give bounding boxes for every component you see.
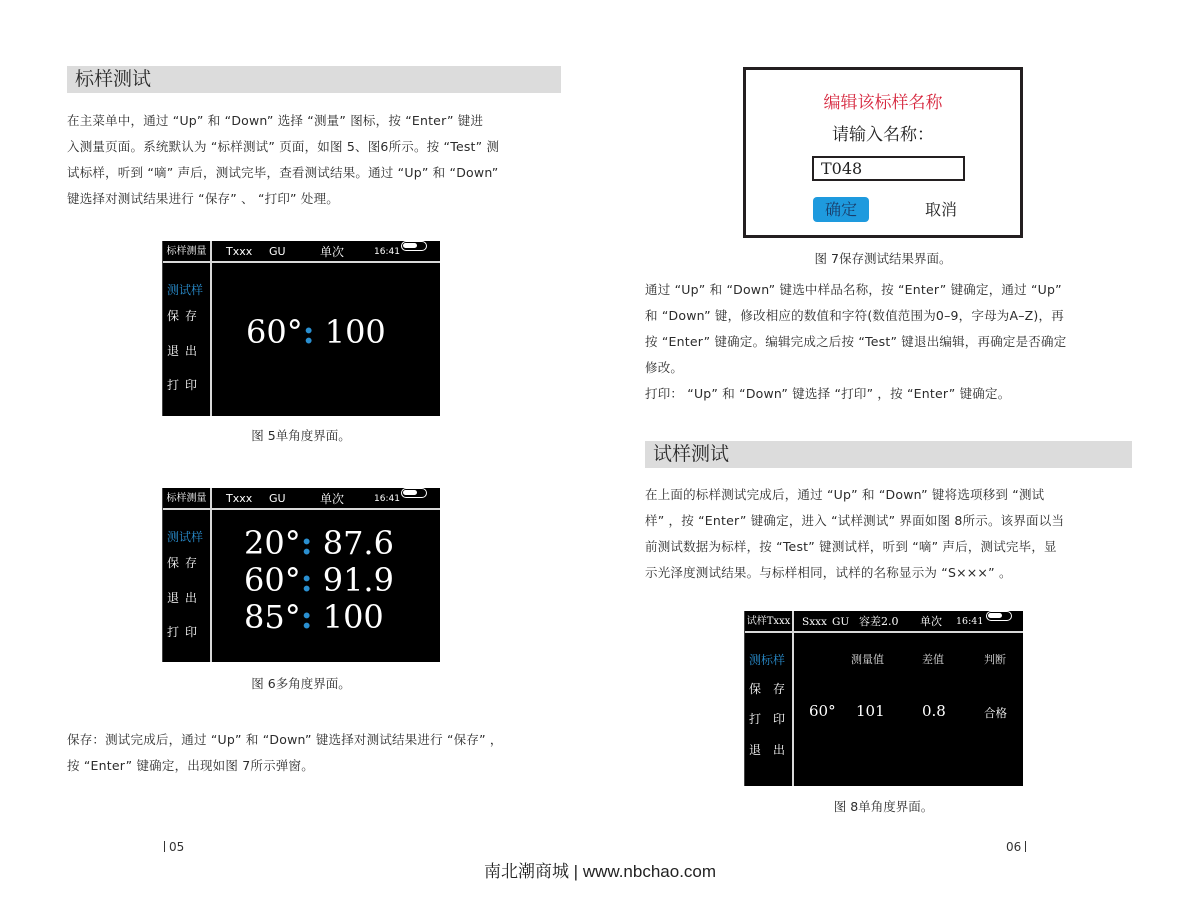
page-number-left: [164, 840, 184, 854]
intro-paragraph: [67, 108, 567, 212]
dialog-title: 编辑该标样名称: [823, 93, 943, 113]
gloss-value: 100: [322, 598, 384, 636]
sample-line: 样” ，按 “Enter” 键确定，进入 “试样测试” 界面如图 8所示。该界面以当: [645, 513, 1065, 528]
mode-label: 单次: [320, 245, 345, 259]
figure8-caption: 图 8单角度界面。: [833, 799, 934, 814]
dialog-prompt: 请输入名称：: [832, 125, 934, 145]
gloss-value: 100: [324, 313, 386, 351]
gloss-value: 91.9: [322, 561, 394, 599]
colon-separator: :: [300, 598, 313, 636]
gloss-value: 87.6: [322, 524, 394, 562]
battery-icon: [401, 488, 427, 498]
screen-sidebar: [162, 241, 212, 416]
edit-line: 和 “Down” 键，修改相应的数值和字符(数值范围为0–9，字母为A–Z)，再: [645, 308, 1064, 323]
edit-paragraph: [645, 277, 1135, 407]
colon-separator: :: [300, 524, 313, 562]
menu-item-print[interactable]: 打印: [749, 712, 798, 726]
sample-line: 在上面的标样测试完成后，通过 “Up” 和 “Down” 键将选项移到 “测试: [645, 487, 1045, 502]
menu-item-exit[interactable]: 退出: [749, 743, 798, 757]
menu-item-print[interactable]: 打印: [167, 625, 204, 639]
figure6-device-screen: [162, 488, 440, 662]
sample-name-input[interactable]: T048: [812, 156, 965, 181]
page-number-right: [1006, 840, 1026, 854]
print-line: 打印： “Up” 和 “Down” 键选择 “打印” ，按 “Enter” 键确定。: [645, 386, 1011, 401]
save-line: 按 “Enter” 键确定，出现如图 7所示弹窗。: [67, 758, 314, 773]
difference-cell: 0.8: [922, 702, 946, 720]
menu-item-test-sample[interactable]: 测试样: [167, 530, 204, 544]
figure7-edit-name-dialog: [743, 67, 1023, 238]
reading-row: [246, 313, 386, 351]
page-marker: [1025, 841, 1026, 852]
sample-line: 前测试数据为标样，按 “Test” 键测试样，听到 “嘀” 声后，测试完毕，显: [645, 539, 1057, 554]
section-title-standard-test: 标样测试: [67, 66, 561, 93]
figure5-device-screen: [162, 241, 440, 416]
screen-topbar: [794, 611, 1023, 633]
intro-line: 入测量页面。系统默认为 “标样测试” 页面，如图 5、图6所示。按 “Test” 测: [67, 139, 500, 154]
menu-item-exit[interactable]: 退出: [167, 344, 204, 358]
angle-value: 20°: [244, 524, 301, 562]
mode-label: 单次: [920, 615, 942, 628]
tolerance-label: 容差2.0: [859, 615, 899, 628]
screen-mode-title: 标样测量: [163, 241, 210, 263]
angle-cell: 60°: [809, 702, 836, 720]
verdict-cell: 合格: [984, 706, 1007, 720]
clock: 16:41: [374, 494, 400, 504]
sample-test-paragraph: [645, 482, 1140, 586]
battery-icon: [401, 241, 427, 251]
sample-line: 示光泽度测试结果。与标样相同，试样的名称显示为 “S×××” 。: [645, 565, 1012, 580]
unit-label: GU: [269, 492, 286, 505]
mode-label: 单次: [320, 492, 345, 506]
page-marker: [164, 841, 165, 852]
figure6-caption: 图 6多角度界面。: [251, 676, 351, 691]
sample-name: Txxx: [226, 245, 253, 258]
clock: 16:41: [374, 247, 400, 257]
menu-item-save[interactable]: 保存: [749, 682, 798, 696]
screen-sidebar: [744, 611, 798, 786]
angle-value: 60°: [244, 561, 301, 599]
figure8-device-screen: [744, 611, 1023, 786]
screen-sidebar: [162, 488, 212, 662]
figure7-caption: 图 7保存测试结果界面。: [814, 251, 952, 266]
screen-mode-title: 试样Txxx: [745, 611, 792, 633]
save-paragraph: [67, 727, 572, 779]
section-title-sample-test: 试样测试: [645, 441, 1132, 468]
angle-value: 60°: [246, 313, 303, 351]
sample-name: Txxx: [226, 492, 253, 505]
colon-separator: :: [302, 313, 315, 351]
unit-label: GU: [269, 245, 286, 258]
sample-name: Sxxx: [802, 616, 827, 628]
menu-item-print[interactable]: 打印: [167, 378, 204, 392]
battery-icon: [986, 611, 1012, 621]
clock: 16:41: [956, 616, 984, 627]
menu-item-save[interactable]: 保存: [167, 309, 204, 323]
footer-watermark: 南北潮商城 | www.nbchao.com: [483, 862, 717, 881]
intro-line: 在主菜单中，通过 “Up” 和 “Down” 选择 “测量” 图标，按 “Enter” 键进: [67, 113, 484, 128]
screen-topbar: [212, 488, 440, 510]
reading-row: [244, 598, 384, 636]
column-header-difference: 差值: [922, 653, 944, 666]
confirm-button[interactable]: 确定: [813, 197, 869, 222]
reading-row: [244, 561, 394, 599]
unit-label: GU: [832, 616, 850, 628]
cancel-button[interactable]: 取消: [924, 200, 957, 219]
intro-line: 键选择对测试结果进行 “保存” 、 “打印” 处理。: [67, 191, 339, 206]
save-line: 保存：测试完成后，通过 “Up” 和 “Down” 键选择对测试结果进行 “保存” ，: [67, 732, 503, 747]
menu-item-test-standard[interactable]: 测标样: [749, 653, 786, 667]
page-number: 06: [1006, 840, 1022, 854]
figure5-caption: 图 5单角度界面。: [251, 428, 351, 443]
screen-topbar: [212, 241, 440, 263]
edit-line: 按 “Enter” 键确定。编辑完成之后按 “Test” 键退出编辑，再确定是否确定: [645, 334, 1067, 349]
colon-separator: :: [300, 561, 313, 599]
column-header-measured: 测量值: [851, 653, 884, 666]
angle-value: 85°: [244, 598, 301, 636]
menu-item-exit[interactable]: 退出: [167, 591, 204, 605]
measured-cell: 101: [856, 702, 885, 720]
page-number: 05: [169, 840, 185, 854]
edit-line: 修改。: [645, 360, 684, 375]
intro-line: 试标样，听到 “嘀” 声后，测试完毕，查看测试结果。通过 “Up” 和 “Down”: [67, 165, 499, 180]
menu-item-test-sample[interactable]: 测试样: [167, 283, 204, 297]
reading-row: [244, 524, 394, 562]
column-header-verdict: 判断: [984, 653, 1006, 666]
menu-item-save[interactable]: 保存: [167, 556, 204, 570]
edit-line: 通过 “Up” 和 “Down” 键选中样品名称，按 “Enter” 键确定，通过 “Up”: [645, 282, 1062, 297]
screen-mode-title: 标样测量: [163, 488, 210, 510]
